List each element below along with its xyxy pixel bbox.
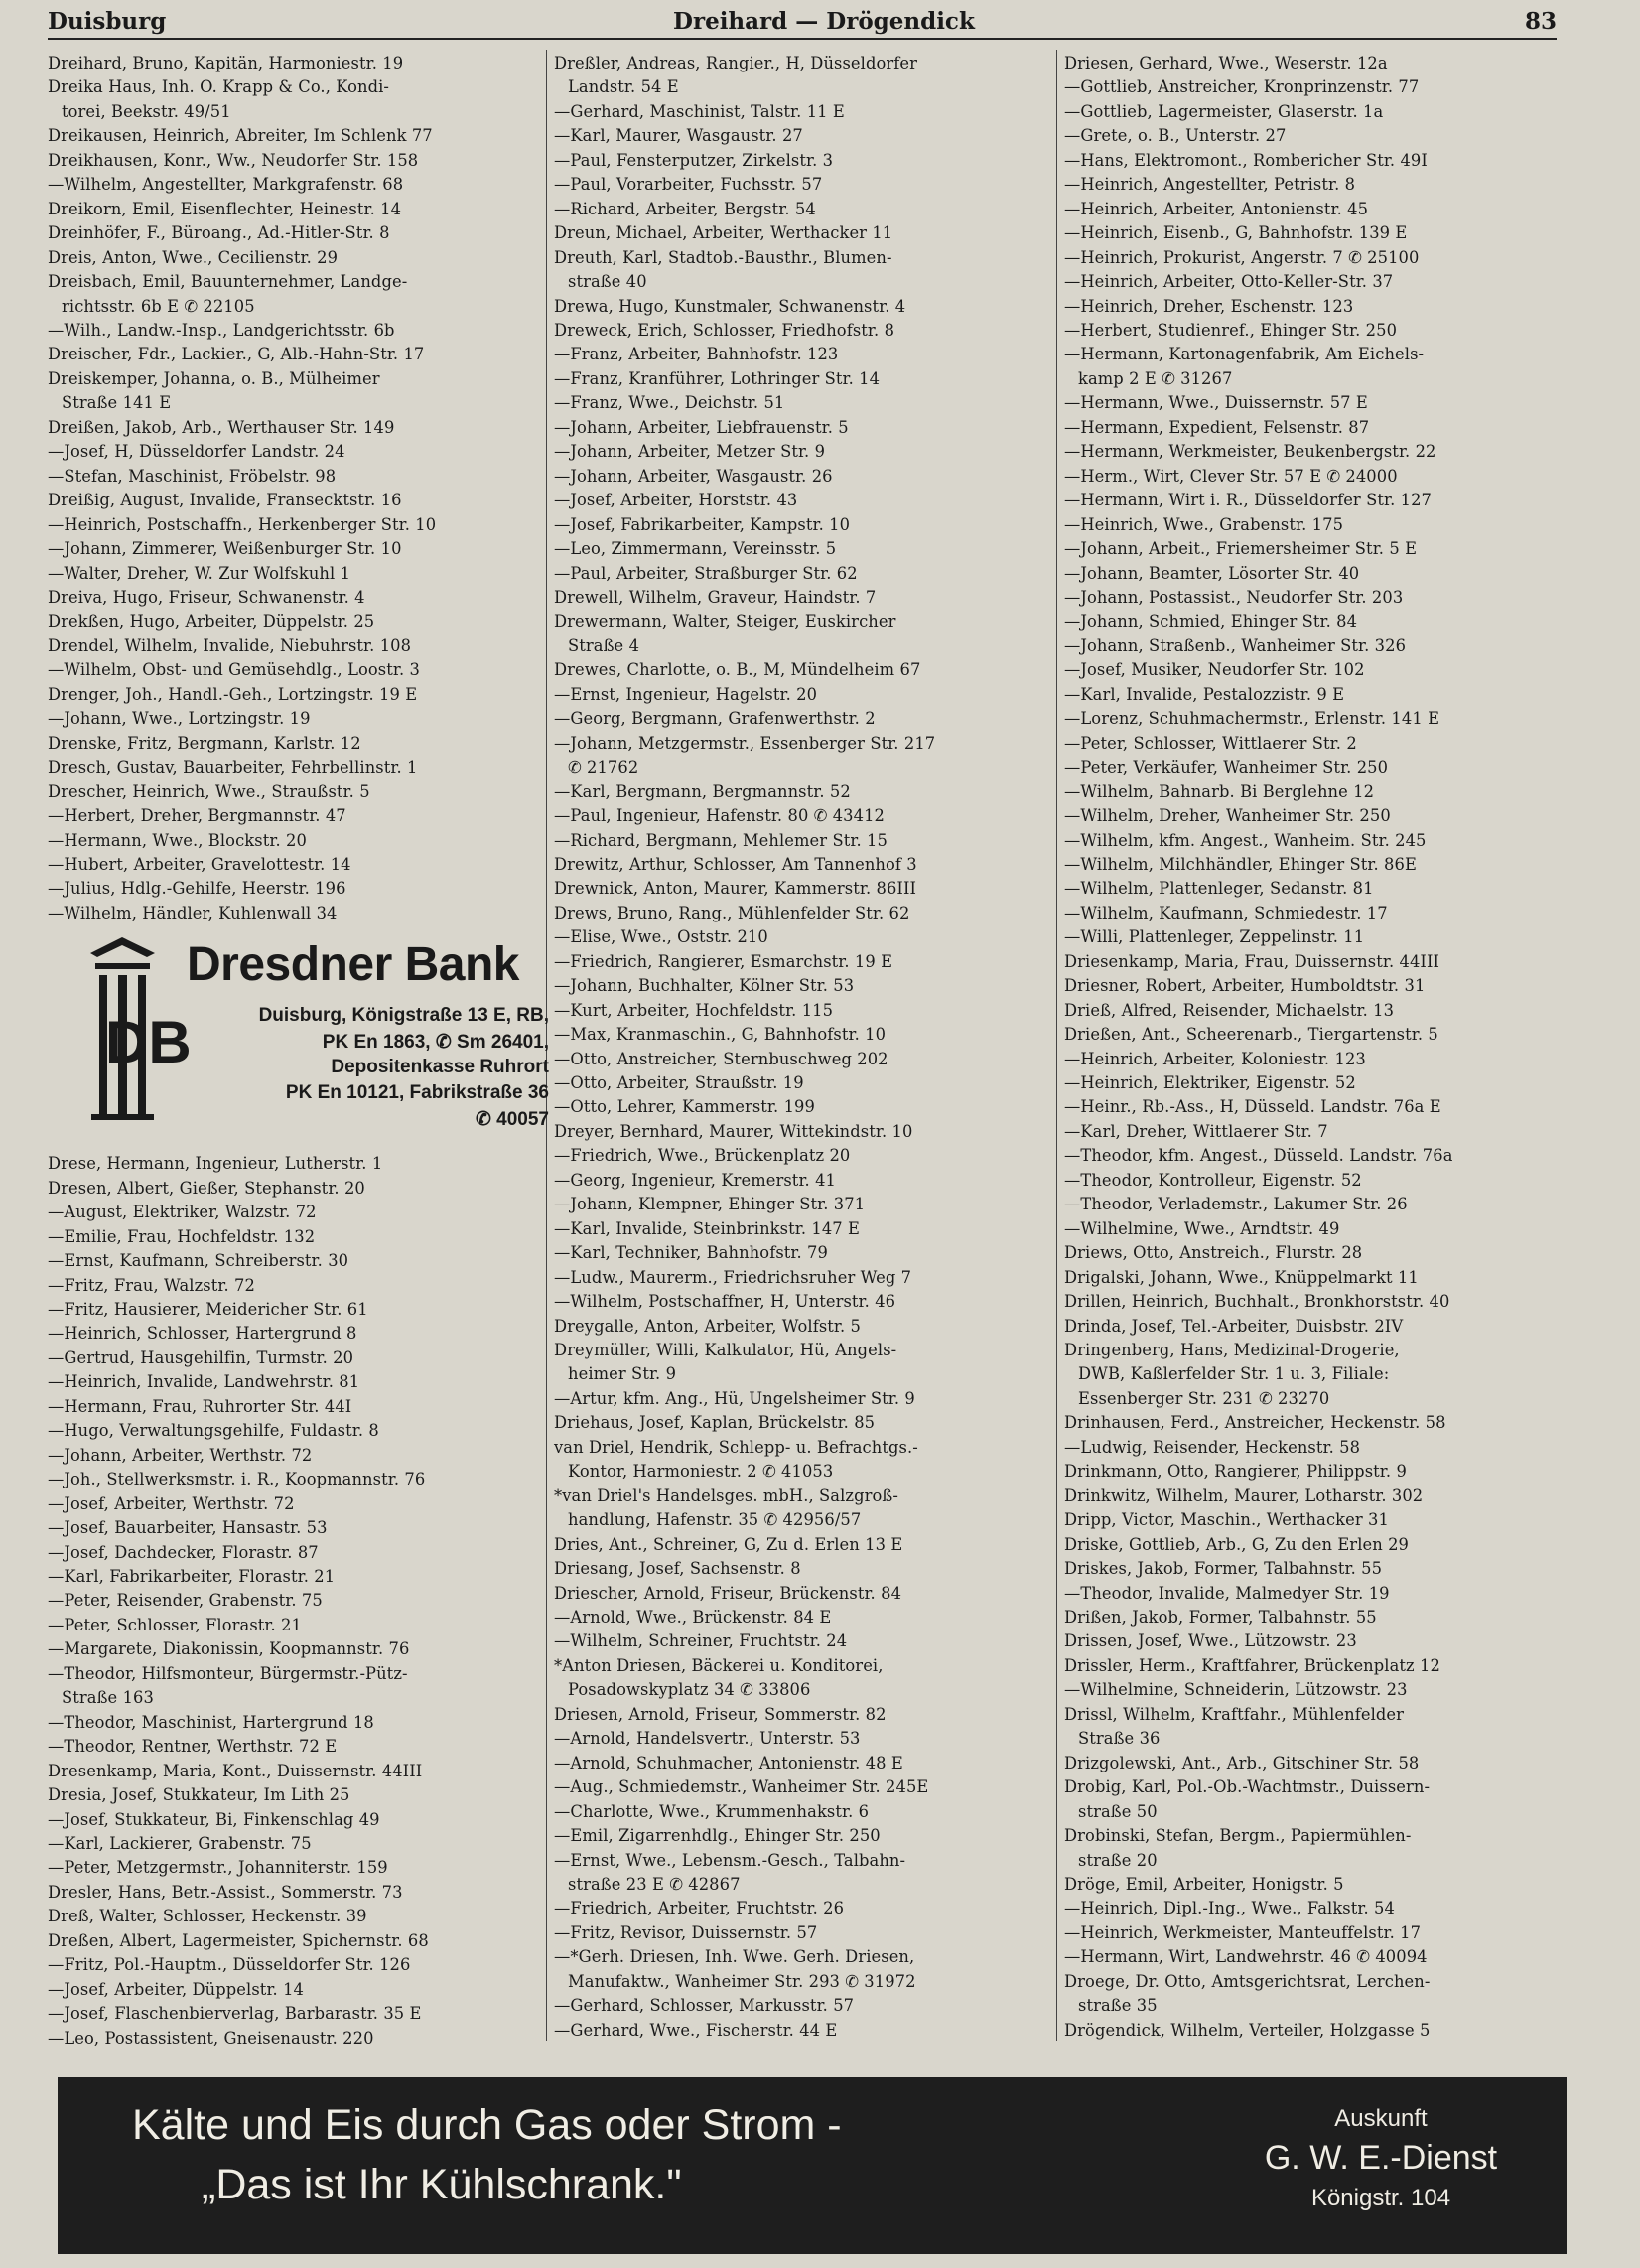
directory-entry: —Karl, Dreher, Wittlaerer Str. 7 [1064,1121,1328,1141]
directory-entry: —Charlotte, Wwe., Krummenhakstr. 6 [554,1801,870,1821]
directory-entry: Driesner, Robert, Arbeiter, Humboldtstr. 31 [1064,976,1426,996]
directory-entry: —Josef, Arbeiter, Werthstr. 72 [48,1493,295,1513]
directory-entry: Dreikhausen, Konr., Ww., Neudorfer Str. 158 [48,150,419,170]
entries-1a [48,52,544,925]
directory-entry: —Elise, Wwe., Oststr. 210 [554,927,768,947]
directory-entry: Dreißig, August, Invalide, Fransecktstr. 16 [48,491,402,510]
directory-entry: Straße 163 [62,1688,154,1708]
directory-entry: —Heinrich, Eisenb., G, Bahnhofstr. 139 E [1064,223,1408,243]
directory-entry: —Gertrud, Hausgehilfin, Turmstr. 20 [48,1347,354,1367]
directory-entry: —Joh., Stellwerksmstr. i. R., Koopmannstr. 76 [48,1470,426,1489]
directory-entry: —Leo, Zimmermann, Vereinsstr. 5 [554,539,837,559]
banner-line-2: „Das ist Ihr Kühlschrank." [202,2161,682,2208]
directory-entry: Dreß, Walter, Schlosser, Heckenstr. 39 [48,1907,367,1926]
directory-entry: Straße 141 E [62,393,172,413]
bank-branch-phone: ✆ 40057 [475,1109,549,1130]
directory-entry: —Peter, Metzgermstr., Johanniterstr. 159 [48,1858,388,1878]
directory-entry: Dreiskemper, Johanna, o. B., Mülheimer [48,368,380,388]
directory-entry: —Walter, Dreher, W. Zur Wolfskuhl 1 [48,563,351,583]
directory-entry: richtsstr. 6b E ✆ 22105 [62,296,255,316]
directory-entry: —Herbert, Dreher, Bergmannstr. 47 [48,806,346,826]
bank-name: Dresdner Bank [187,938,519,991]
directory-entry: Drese, Hermann, Ingenieur, Lutherstr. 1 [48,1154,383,1174]
directory-entry: van Driel, Hendrik, Schlepp- u. Befrachtgs.- [554,1437,918,1457]
directory-entry: Dreinhöfer, F., Büroang., Ad.-Hitler-Str. 8 [48,223,390,243]
directory-entry: Drießen, Ant., Scheerenarb., Tiergartenstr. 5 [1064,1025,1438,1045]
directory-entry: —Friedrich, Rangierer, Esmarchstr. 19 E [554,951,893,971]
directory-entry: —Hans, Elektromont., Rombericher Str. 49I [1064,150,1428,170]
directory-entry: straße 50 [1078,1801,1158,1821]
directory-entry: —Johann, Wwe., Lortzingstr. 19 [48,709,311,729]
entries-1b [48,1152,544,2051]
directory-entry: Dreihard, Bruno, Kapitän, Harmoniestr. 19 [48,54,404,72]
column-divider [1056,50,1057,2041]
directory-entry: Dreßen, Albert, Lagermeister, Spichernstr. 68 [48,1930,429,1950]
directory-entry: —Theodor, Invalide, Malmedyer Str. 19 [1064,1583,1390,1603]
directory-entry: —Heinrich, Dipl.-Ing., Wwe., Falkstr. 54 [1064,1899,1395,1918]
directory-entry: Drewell, Wilhelm, Graveur, Haindstr. 7 [554,587,877,607]
directory-entry: —Herm., Wirt, Clever Str. 57 E ✆ 24000 [1064,466,1398,486]
directory-entry: —Friedrich, Wwe., Brückenplatz 20 [554,1146,851,1166]
directory-entry: Drizgolewski, Ant., Arb., Gitschiner Str. 58 [1064,1753,1420,1772]
directory-entry: —Wilhelm, Angestellter, Markgrafenstr. 68 [48,175,404,195]
directory-entry: —Fritz, Pol.-Hauptm., Düsseldorfer Str. 126 [48,1955,411,1975]
directory-entry: —Wilhelm, Milchhändler, Ehinger Str. 86E [1064,854,1417,874]
directory-entry: *Anton Driesen, Bäckerei u. Konditorei, [554,1655,884,1675]
directory-entry: —Johann, Arbeit., Friemersheimer Str. 5 E [1064,539,1418,559]
directory-entry: —Karl, Lackierer, Grabenstr. 75 [48,1834,312,1853]
directory-entry: Drissen, Josef, Wwe., Lützowstr. 23 [1064,1631,1357,1651]
directory-entry: Drillen, Heinrich, Buchhalt., Bronkhorststr. 40 [1064,1292,1450,1312]
directory-entry: Drenger, Joh., Handl.-Geh., Lortzingstr. 19 E [48,684,418,704]
directory-entry: —Franz, Arbeiter, Bahnhofstr. 123 [554,345,839,364]
directory-entry: —Wilhelm, Postschaffner, H, Unterstr. 46 [554,1292,896,1312]
directory-entry: Driesang, Josef, Sachsenstr. 8 [554,1559,801,1579]
directory-entry: Essenberger Str. 231 ✆ 23270 [1078,1388,1330,1408]
directory-entry: Dreika Haus, Inh. O. Krapp & Co., Kondi- [48,77,390,97]
directory-entry: Drißen, Jakob, Former, Talbahnstr. 55 [1064,1608,1377,1627]
directory-entry: —Arnold, Wwe., Brückenstr. 84 E [554,1608,832,1627]
directory-entry: —Julius, Hdlg.-Gehilfe, Heerstr. 196 [48,879,346,899]
directory-entry: —Georg, Bergmann, Grafenwerthstr. 2 [554,709,876,729]
directory-entry: —Josef, Stukkateur, Bi, Finkenschlag 49 [48,1809,380,1829]
directory-entry: —Ernst, Ingenieur, Hagelstr. 20 [554,684,818,704]
directory-entry: —Georg, Ingenieur, Kremerstr. 41 [554,1170,837,1190]
directory-entry: Dreuth, Karl, Stadtob.-Bausthr., Blumen- [554,247,892,267]
directory-entry: —Heinrich, Arbeiter, Koloniestr. 123 [1064,1049,1366,1068]
directory-entry: —Otto, Lehrer, Kammerstr. 199 [554,1097,815,1117]
directory-entry: Driehaus, Josef, Kaplan, Brückelstr. 85 [554,1413,876,1433]
directory-entry: —Gerhard, Maschinist, Talstr. 11 E [554,101,845,121]
directory-entry: —Johann, Zimmerer, Weißenburger Str. 10 [48,539,402,559]
directory-entry: —Josef, Arbeiter, Düppelstr. 14 [48,1979,305,1999]
directory-entry: —Josef, Flaschenbierverlag, Barbarastr. 35 E [48,2004,422,2024]
bank-address: Duisburg, Königstraße 13 E, RB, [258,1005,549,1026]
directory-entry: —Aug., Schmiedemstr., Wanheimer Str. 245E [554,1777,929,1797]
directory-entry: —Peter, Reisender, Grabenstr. 75 [48,1591,323,1611]
directory-entry: —Johann, Klempner, Ehinger Str. 371 [554,1195,866,1214]
directory-entry: —Heinr., Rb.-Ass., H, Düsseld. Landstr. 76a E [1064,1097,1441,1117]
directory-entry: Driskes, Jakob, Former, Talbahnstr. 55 [1064,1559,1383,1579]
directory-entry: —Heinrich, Angestellter, Petristr. 8 [1064,175,1356,195]
directory-entry: —Wilhelm, Bahnarb. Bi Berglehne 12 [1064,781,1375,801]
directory-entry: —Hermann, Wwe., Duissernstr. 57 E [1064,393,1368,413]
directory-entry: —Hermann, Wwe., Blockstr. 20 [48,830,307,850]
directory-entry: —Theodor, Kontrolleur, Eigenstr. 52 [1064,1170,1362,1190]
directory-entry: Dresen, Albert, Gießer, Stephanstr. 20 [48,1178,365,1198]
directory-entry: —Herbert, Studienref., Ehinger Str. 250 [1064,320,1398,340]
directory-entry: —Friedrich, Arbeiter, Fruchtstr. 26 [554,1899,845,1918]
directory-entry: —Josef, Bauarbeiter, Hansastr. 53 [48,1518,328,1538]
directory-entry: Dreymüller, Willi, Kalkulator, Hü, Angels- [554,1341,897,1360]
directory-entry: Dreischer, Fdr., Lackier., G, Alb.-Hahn-Str. 17 [48,345,425,364]
directory-entry: Dreikorn, Emil, Eisenflechter, Heinestr. 14 [48,199,402,218]
directory-entry: —Theodor, Maschinist, Hartergrund 18 [48,1712,374,1732]
directory-entry: Straße 36 [1078,1729,1161,1749]
directory-entry: Drieß, Alfred, Reisender, Michaelstr. 13 [1064,1000,1395,1020]
directory-entry: —Ludw., Maurerm., Friedrichsruher Weg 7 [554,1267,912,1287]
directory-entry: —Wilhelmine, Schneiderin, Lützowstr. 23 [1064,1680,1408,1700]
directory-entry: —Arnold, Handelsvertr., Unterstr. 53 [554,1729,861,1749]
directory-entry: —Karl, Techniker, Bahnhofstr. 79 [554,1243,828,1263]
directory-entry: —Ernst, Kaufmann, Schreiberstr. 30 [48,1251,349,1271]
banner-service-address: Königstr. 104 [1310,2185,1451,2211]
directory-entry: —Heinrich, Schlosser, Hartergrund 8 [48,1324,357,1344]
directory-entry: kamp 2 E ✆ 31267 [1078,368,1233,388]
directory-entry: Drewitz, Arthur, Schlosser, Am Tannenhof 3 [554,854,917,874]
directory-entry: Drobinski, Stefan, Bergm., Papiermühlen- [1064,1826,1412,1846]
directory-entry: straße 23 E ✆ 42867 [568,1874,741,1894]
directory-entry: —Kurt, Arbeiter, Hochfeldstr. 115 [554,1000,834,1020]
directory-entry: —Peter, Schlosser, Wittlaerer Str. 2 [1064,733,1357,753]
directory-entry: —Wilhelm, kfm. Angest., Wanheim. Str. 245 [1064,830,1427,850]
directory-entry: Drenske, Fritz, Bergmann, Karlstr. 12 [48,733,361,753]
directory-entry: Dreun, Michael, Arbeiter, Werthacker 11 [554,223,893,243]
directory-entry: —Josef, Arbeiter, Horststr. 43 [554,491,798,510]
directory-entry: —Peter, Schlosser, Florastr. 21 [48,1615,302,1634]
directory-entry: —Heinrich, Elektriker, Eigenstr. 52 [1064,1073,1356,1093]
page-number: 83 [1524,8,1557,35]
directory-entry: —Arnold, Schuhmacher, Antonienstr. 48 E [554,1753,903,1772]
directory-entry: —Grete, o. B., Unterstr. 27 [1064,126,1287,146]
directory-entry: —Wilhelm, Kaufmann, Schmiedestr. 17 [1064,903,1388,922]
directory-entry: Dresler, Hans, Betr.-Assist., Sommerstr. 73 [48,1882,403,1902]
directory-entry: —Otto, Anstreicher, Sternbuschweg 202 [554,1049,888,1068]
directory-entry: —Wilhelm, Schreiner, Fruchtstr. 24 [554,1631,848,1651]
directory-entry: —Hermann, Werkmeister, Beukenbergstr. 22 [1064,442,1436,462]
dresdner-bank-ad [48,933,549,1132]
directory-entry: Drögendick, Wilhelm, Verteiler, Holzgasse 5 [1064,2020,1431,2040]
directory-entry: Driske, Gottlieb, Arb., G, Zu den Erlen 29 [1064,1534,1410,1554]
directory-entry: Driesen, Gerhard, Wwe., Weserstr. 12a [1064,54,1388,72]
directory-entry: —Franz, Kranführer, Lothringer Str. 14 [554,368,881,388]
directory-entry: Dresia, Josef, Stukkateur, Im Lith 25 [48,1785,350,1805]
directory-entry: Driesenkamp, Maria, Frau, Duissernstr. 44III [1064,951,1440,971]
directory-entry: straße 20 [1078,1850,1158,1870]
directory-entry: Dröge, Emil, Arbeiter, Honigstr. 5 [1064,1874,1344,1894]
directory-entry: —Fritz, Hausierer, Meidericher Str. 61 [48,1300,368,1320]
page-header [48,4,1557,40]
directory-entry: —Johann, Buchhalter, Kölner Str. 53 [554,976,855,996]
directory-entry: —Otto, Arbeiter, Straußstr. 19 [554,1073,804,1093]
directory-entry: —Josef, H, Düsseldorfer Landstr. 24 [48,442,345,462]
header-city: Duisburg [48,8,167,35]
directory-entry: —Hermann, Wirt i. R., Düsseldorfer Str. 127 [1064,491,1432,510]
directory-entry: —Karl, Fabrikarbeiter, Florastr. 21 [48,1567,336,1587]
directory-entry: —Gerhard, Wwe., Fischerstr. 44 E [554,2020,838,2040]
directory-entry: —Wilhelmine, Wwe., Arndtstr. 49 [1064,1218,1340,1238]
directory-entry: —Richard, Bergmann, Mehlemer Str. 15 [554,830,888,850]
gas-advert-banner [58,2077,1567,2254]
directory-entry: —Theodor, kfm. Angest., Düsseld. Landstr. 76a [1064,1146,1453,1166]
directory-entry: —Josef, Fabrikarbeiter, Kampstr. 10 [554,514,851,534]
directory-entry: Kontor, Harmoniestr. 2 ✆ 41053 [568,1462,834,1482]
directory-entry: —Heinrich, Arbeiter, Otto-Keller-Str. 37 [1064,272,1394,292]
bank-logo-text: DB [105,1009,192,1075]
directory-entry: —Max, Kranmaschin., G, Bahnhofstr. 10 [554,1025,887,1045]
directory-entry: Dreißen, Jakob, Arb., Werthauser Str. 149 [48,417,395,437]
directory-entry: Straße 4 [568,636,640,655]
directory-entry: straße 40 [568,272,647,292]
directory-entry: —Gerhard, Schlosser, Markusstr. 57 [554,1996,855,2016]
directory-entry: Drewa, Hugo, Kunstmaler, Schwanenstr. 4 [554,296,906,316]
directory-entry: —Heinrich, Wwe., Grabenstr. 175 [1064,514,1344,534]
directory-entry: —Johann, Straßenb., Wanheimer Str. 326 [1064,636,1407,655]
directory-entry: —Leo, Postassistent, Gneisenaustr. 220 [48,2028,374,2048]
directory-entry: Dreygalle, Anton, Arbeiter, Wolfstr. 5 [554,1316,862,1336]
bank-branch: Depositenkasse Ruhrort [331,1057,549,1077]
directory-entry: —Paul, Vorarbeiter, Fuchsstr. 57 [554,175,823,195]
directory-entry: —Hugo, Verwaltungsgehilfe, Fuldastr. 8 [48,1421,379,1441]
directory-entry: Drigalski, Johann, Wwe., Knüppelmarkt 11 [1064,1267,1419,1287]
directory-entry: —August, Elektriker, Walzstr. 72 [48,1203,317,1222]
column-3 [1064,52,1561,2043]
directory-entry: Landstr. 54 E [568,77,679,97]
directory-entry: —Johann, Beamter, Lösorter Str. 40 [1064,563,1360,583]
directory-entry: —Theodor, Verlademstr., Lakumer Str. 26 [1064,1195,1408,1214]
directory-entry: Drinda, Josef, Tel.-Arbeiter, Duisbstr. 2IV [1064,1316,1404,1336]
directory-entry: Driescher, Arnold, Friseur, Brückenstr. 84 [554,1583,902,1603]
directory-entry: —Paul, Ingenieur, Hafenstr. 80 ✆ 43412 [554,806,885,826]
directory-entry: —Franz, Wwe., Deichstr. 51 [554,393,785,413]
directory-entry: Dreis, Anton, Wwe., Cecilienstr. 29 [48,247,339,267]
directory-entry: handlung, Hafenstr. 35 ✆ 42956/57 [568,1510,862,1530]
directory-entry: —Karl, Bergmann, Bergmannstr. 52 [554,781,851,801]
directory-entry: —Josef, Musiker, Neudorfer Str. 102 [1064,660,1365,680]
directory-entry: —Paul, Arbeiter, Straßburger Str. 62 [554,563,858,583]
directory-entry: —Fritz, Frau, Walzstr. 72 [48,1275,255,1295]
directory-entry: —Heinrich, Werkmeister, Manteuffelstr. 17 [1064,1922,1422,1942]
directory-entry: Drewnick, Anton, Maurer, Kammerstr. 86III [554,879,917,899]
directory-entry: heimer Str. 9 [568,1364,677,1384]
directory-entry: torei, Beekstr. 49/51 [62,101,231,121]
directory-entry: —Artur, kfm. Ang., Hü, Ungelsheimer Str. 9 [554,1388,915,1408]
directory-entry: —Heinrich, Invalide, Landwehrstr. 81 [48,1372,360,1392]
directory-entry: —Hubert, Arbeiter, Gravelottestr. 14 [48,854,351,874]
banner-service-name: G. W. E.-Dienst [1264,2139,1498,2177]
directory-entry: Dreyer, Bernhard, Maurer, Wittekindstr. 10 [554,1121,913,1141]
directory-entry: Manufaktw., Wanheimer Str. 293 ✆ 31972 [568,1971,916,1991]
directory-entry: Dresenkamp, Maria, Kont., Duissernstr. 44III [48,1761,423,1780]
directory-entry: Drendel, Wilhelm, Invalide, Niebuhrstr. 108 [48,636,412,655]
directory-entry: —Josef, Dachdecker, Florastr. 87 [48,1542,319,1562]
directory-entry: —Hermann, Frau, Ruhrorter Str. 44I [48,1396,352,1416]
directory-entry: —Johann, Schmied, Ehinger Str. 84 [1064,612,1358,632]
directory-entry: —Johann, Arbeiter, Metzer Str. 9 [554,442,826,462]
bank-branch-address: PK En 10121, Fabrikstraße 36 [285,1082,549,1103]
directory-entry: —Lorenz, Schuhmachermstr., Erlenstr. 141 E [1064,709,1440,729]
directory-entry: Dreweck, Erich, Schlosser, Friedhofstr. 8 [554,320,895,340]
directory-entry: *van Driel's Handelsges. mbH., Salzgroß- [554,1486,898,1505]
directory-entry: —Heinrich, Dreher, Eschenstr. 123 [1064,296,1354,316]
directory-entry: —Emilie, Frau, Hochfeldstr. 132 [48,1226,316,1246]
directory-entry: —Johann, Arbeiter, Liebfrauenstr. 5 [554,417,849,437]
directory-entry: —Johann, Postassist., Neudorfer Str. 203 [1064,587,1404,607]
directory-entry: Drescher, Heinrich, Wwe., Straußstr. 5 [48,781,370,801]
header-range: Dreihard — Drögendick [673,8,975,35]
directory-entry: Dreiva, Hugo, Friseur, Schwanenstr. 4 [48,587,365,607]
directory-entry: —Stefan, Maschinist, Fröbelstr. 98 [48,466,337,486]
directory-entry: —Wilhelm, Plattenleger, Sedanstr. 81 [1064,879,1374,899]
directory-entry: —Wilhelm, Dreher, Wanheimer Str. 250 [1064,806,1391,826]
directory-entry: Drobig, Karl, Pol.-Ob.-Wachtmstr., Duissern- [1064,1777,1431,1797]
directory-entry: —Paul, Fensterputzer, Zirkelstr. 3 [554,150,834,170]
directory-entry: Dreßler, Andreas, Rangier., H, Düsseldorfer [554,54,918,72]
directory-entry: —Wilh., Landw.-Insp., Landgerichtsstr. 6b [48,320,395,340]
directory-entry: Driesen, Arnold, Friseur, Sommerstr. 82 [554,1704,887,1724]
directory-entry: —Ernst, Wwe., Lebensm.-Gesch., Talbahn- [554,1850,906,1870]
directory-entry: Drewes, Charlotte, o. B., M, Mündelheim 67 [554,660,921,680]
banner-info-label: Auskunft [1334,2105,1428,2132]
directory-entry: —Hermann, Wirt, Landwehrstr. 46 ✆ 40094 [1064,1947,1428,1967]
directory-entry: Dringenberg, Hans, Medizinal-Drogerie, [1064,1341,1400,1360]
directory-entry: Dries, Ant., Schreiner, G, Zu d. Erlen 13 E [554,1534,903,1554]
directory-entry: —Richard, Arbeiter, Bergstr. 54 [554,199,816,218]
bank-logo-icon [85,933,192,1122]
directory-entry: Drissler, Herm., Kraftfahrer, Brückenplatz 12 [1064,1655,1440,1675]
directory-entry: —Karl, Maurer, Wasgaustr. 27 [554,126,803,146]
directory-entry: ✆ 21762 [568,758,639,778]
directory-entry: —Ludwig, Reisender, Heckenstr. 58 [1064,1437,1361,1457]
directory-entry: Posadowskyplatz 34 ✆ 33806 [568,1680,811,1700]
directory-entry: —Emil, Zigarrenhdlg., Ehinger Str. 250 [554,1826,881,1846]
directory-entry: —Theodor, Hilfsmonteur, Bürgermstr.-Pütz- [48,1663,408,1683]
directory-entry: Drewermann, Walter, Steiger, Euskircher [554,612,896,632]
directory-entry: —Gottlieb, Lagermeister, Glaserstr. 1a [1064,101,1384,121]
directory-entry: —Heinrich, Prokurist, Angerstr. 7 ✆ 25100 [1064,247,1420,267]
directory-entry: Drews, Bruno, Rang., Mühlenfelder Str. 62 [554,903,910,922]
directory-entry: —Margarete, Diakonissin, Koopmannstr. 76 [48,1639,410,1659]
directory-entry: Drinkwitz, Wilhelm, Maurer, Lotharstr. 302 [1064,1486,1424,1505]
bank-phone: PK En 1863, ✆ Sm 26401, [322,1032,549,1053]
directory-entry: —Willi, Plattenleger, Zeppelinstr. 11 [1064,927,1365,947]
directory-entry: —Karl, Invalide, Steinbrinkstr. 147 E [554,1218,861,1238]
directory-entry: straße 35 [1078,1996,1158,2016]
directory-entry: —Theodor, Rentner, Werthstr. 72 E [48,1737,338,1757]
directory-entry: DWB, Kaßlerfelder Str. 1 u. 3, Filiale: [1078,1364,1390,1384]
directory-entry: —Karl, Invalide, Pestalozzistr. 9 E [1064,684,1345,704]
directory-entry: Drekßen, Hugo, Arbeiter, Düppelstr. 25 [48,612,375,632]
directory-entry: —Wilhelm, Obst- und Gemüsehdlg., Loostr. 3 [48,660,421,680]
directory-entry: —Johann, Arbeiter, Wasgaustr. 26 [554,466,833,486]
directory-entry: —Hermann, Kartonagenfabrik, Am Eichels- [1064,345,1425,364]
banner-line-1: Kälte und Eis durch Gas oder Strom - [132,2101,842,2149]
directory-entry: —Wilhelm, Händler, Kuhlenwall 34 [48,903,338,922]
directory-entry: Dresch, Gustav, Bauarbeiter, Fehrbellinstr. 1 [48,758,418,778]
directory-entry: Drissl, Wilhelm, Kraftfahr., Mühlenfelder [1064,1704,1405,1724]
directory-entry: —Gottlieb, Anstreicher, Kronprinzenstr. 77 [1064,77,1420,97]
directory-entry: Droege, Dr. Otto, Amtsgerichtsrat, Lerchen- [1064,1971,1431,1991]
directory-entry: —*Gerh. Driesen, Inh. Wwe. Gerh. Driesen, [554,1947,915,1967]
directory-entry: —Heinrich, Postschaffn., Herkenberger Str. 10 [48,514,437,534]
directory-entry: —Peter, Verkäufer, Wanheimer Str. 250 [1064,758,1389,778]
directory-entry: Drinhausen, Ferd., Anstreicher, Heckenstr. 58 [1064,1413,1446,1433]
directory-entry: —Fritz, Revisor, Duissernstr. 57 [554,1922,818,1942]
directory-entry: Dreisbach, Emil, Bauunternehmer, Landge- [48,272,408,292]
directory-entry: Dreikausen, Heinrich, Abreiter, Im Schlenk 77 [48,126,433,146]
directory-entry: —Johann, Metzgermstr., Essenberger Str. 217 [554,733,936,753]
directory-entry: Driews, Otto, Anstreich., Flurstr. 28 [1064,1243,1363,1263]
directory-entry: —Johann, Arbeiter, Werthstr. 72 [48,1445,313,1465]
column-2 [554,52,1050,2043]
directory-entry: —Hermann, Expedient, Felsenstr. 87 [1064,417,1370,437]
directory-entry: —Heinrich, Arbeiter, Antonienstr. 45 [1064,199,1369,218]
directory-entry: Drinkmann, Otto, Rangierer, Philippstr. 9 [1064,1462,1407,1482]
directory-entry: Dripp, Victor, Maschin., Werthacker 31 [1064,1510,1389,1530]
